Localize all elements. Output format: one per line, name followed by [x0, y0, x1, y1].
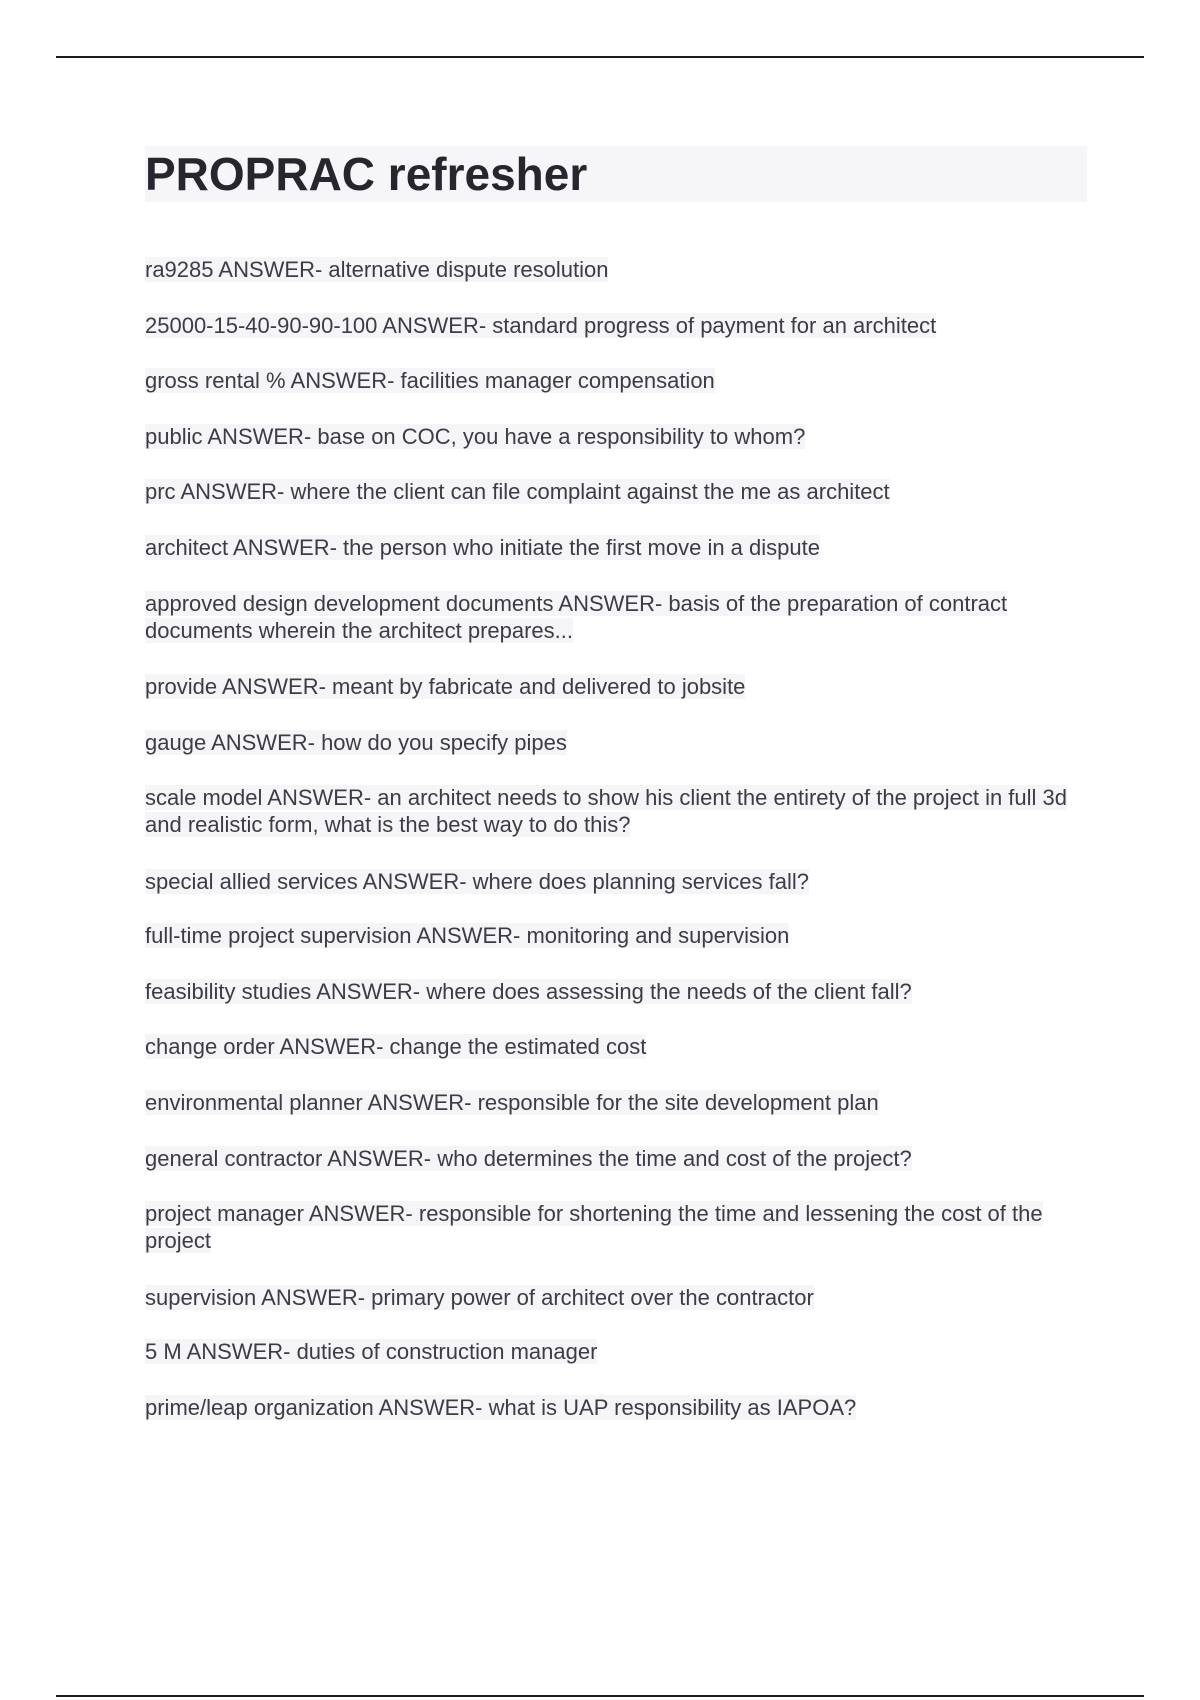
list-item-text: ra9285 ANSWER- alternative dispute resolution: [145, 257, 609, 282]
list-item-text: general contractor ANSWER- who determines the time and cost of the project?: [145, 1146, 912, 1171]
list-item-text: full-time project supervision ANSWER- monitoring and supervision: [145, 923, 790, 948]
list-item: [145, 868, 809, 895]
list-item: [145, 729, 567, 756]
list-item-text: change order ANSWER- change the estimated cost: [145, 1034, 647, 1059]
bottom-rule: [56, 1695, 1144, 1697]
list-item-text: environmental planner ANSWER- responsible for the site development plan: [145, 1090, 879, 1115]
list-item-text: gauge ANSWER- how do you specify pipes: [145, 730, 567, 755]
list-item-text: feasibility studies ANSWER- where does assessing the needs of the client fall?: [145, 979, 912, 1004]
list-item-text: 5 M ANSWER- duties of construction manager: [145, 1339, 598, 1364]
list-item: [145, 1394, 856, 1421]
list-item-text: approved design development documents ANSWER- basis of the preparation of contract documents wherein the architect prepares...: [145, 591, 1008, 643]
list-item: [145, 423, 805, 450]
list-item-text: project manager ANSWER- responsible for shortening the time and lessening the cost of the project: [145, 1201, 1043, 1253]
list-item: [145, 478, 890, 505]
page-title: [145, 146, 1087, 202]
list-item: [145, 1089, 879, 1116]
list-item: [145, 1200, 1087, 1254]
list-item-text: prime/leap organization ANSWER- what is UAP responsibility as IAPOA?: [145, 1395, 857, 1420]
list-item: [145, 1145, 912, 1172]
list-item-text: architect ANSWER- the person who initiate the first move in a dispute: [145, 535, 820, 560]
list-item-text: special allied services ANSWER- where does planning services fall?: [145, 869, 809, 894]
list-item: [145, 1033, 646, 1060]
page-title-text: PROPRAC refresher: [145, 148, 588, 200]
list-item: [145, 784, 1087, 838]
list-item: [145, 978, 912, 1005]
list-item: [145, 922, 789, 949]
list-item-text: scale model ANSWER- an architect needs to show his client the entirety of the project in full 3d and realistic form, what is the best way to do this?: [145, 785, 1068, 837]
list-item: [145, 312, 936, 339]
list-item: [145, 590, 1087, 644]
list-item-text: prc ANSWER- where the client can file complaint against the me as architect: [145, 479, 890, 504]
list-item: [145, 367, 715, 394]
list-item: [145, 1284, 814, 1311]
list-item-text: gross rental % ANSWER- facilities manager compensation: [145, 368, 715, 393]
list-item-text: public ANSWER- base on COC, you have a responsibility to whom?: [145, 424, 806, 449]
top-rule: [56, 56, 1144, 58]
list-item: [145, 1338, 597, 1365]
list-item-text: provide ANSWER- meant by fabricate and delivered to jobsite: [145, 674, 746, 699]
document-body: [145, 146, 1087, 1420]
list-item-text: supervision ANSWER- primary power of architect over the contractor: [145, 1285, 814, 1310]
list-item: [145, 256, 608, 283]
list-item-text: 25000-15-40-90-90-100 ANSWER- standard progress of payment for an architect: [145, 313, 937, 338]
list-item: [145, 534, 820, 561]
list-item: [145, 673, 745, 700]
